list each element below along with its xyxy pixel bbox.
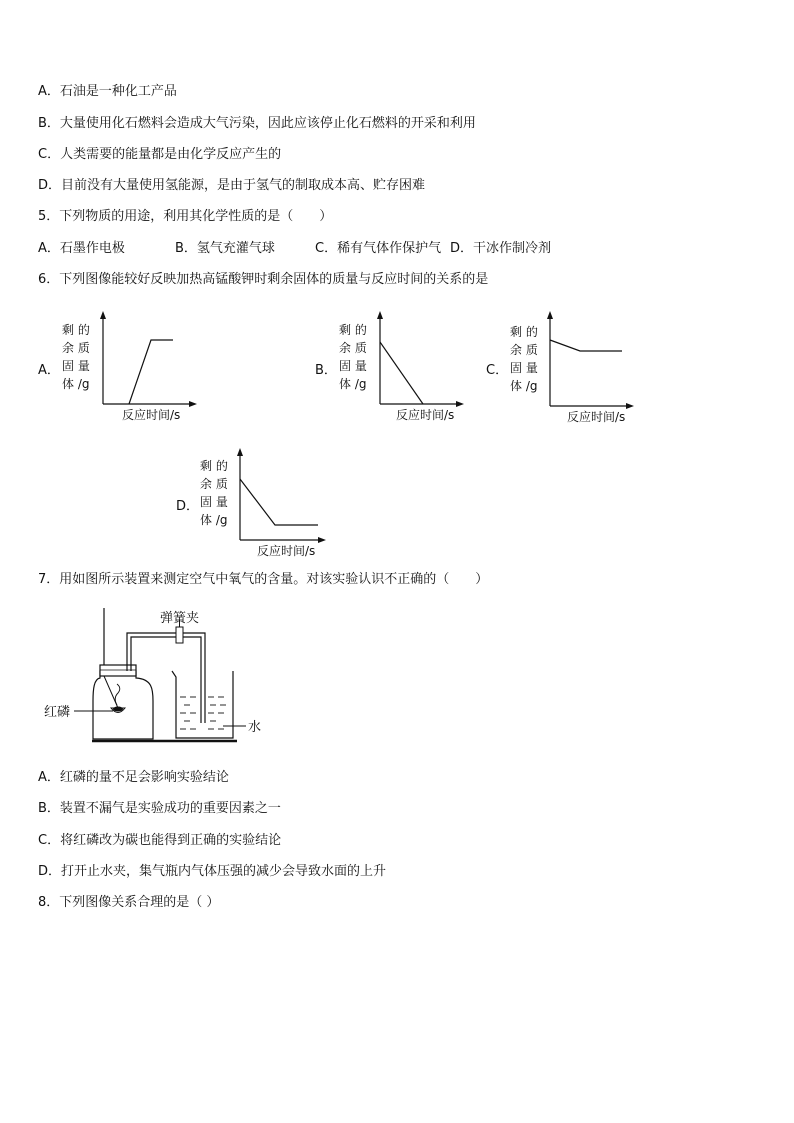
graph-a (62, 310, 202, 425)
y-label-line4: 体 /g (510, 379, 538, 393)
q5-option-c: C．稀有气体作保护气 (315, 241, 442, 256)
q5-option-d: D．干冰作制冷剂 (450, 241, 552, 256)
graph-c-curve (550, 340, 622, 351)
x-label: 反应时间/s (257, 544, 316, 558)
x-axis-arrow (456, 401, 464, 407)
y-label-line2: 余 质 (62, 341, 90, 355)
q4-option-a: A．石油是一种化工产品 (38, 84, 177, 99)
beaker (172, 671, 233, 738)
q8-stem: 8．下列图像关系合理的是（ ） (38, 895, 220, 910)
q7-option-a: A．红磷的量不足会影响实验结论 (38, 770, 229, 785)
q5-stem: 5．下列物质的用途，利用其化学性质的是（ ） (38, 209, 333, 224)
graph-d-label: D． (176, 499, 200, 514)
graph-c-label: C． (486, 363, 509, 378)
x-label: 反应时间/s (396, 408, 455, 422)
apparatus-diagram (40, 605, 280, 747)
y-axis-arrow (237, 448, 243, 456)
y-label-line2: 余 质 (510, 343, 538, 357)
spring-clip (176, 627, 183, 643)
y-label-line2: 余 质 (339, 341, 367, 355)
x-axis-arrow (318, 537, 326, 543)
red-phosphorus (113, 707, 123, 712)
y-label-line2: 余 质 (200, 477, 228, 491)
clip-label: 弹簧夹 (160, 611, 200, 626)
q7-stem: 7．用如图所示装置来测定空气中氧气的含量。对该实验认识不正确的（ ） (38, 572, 489, 587)
graph-a-curve (129, 340, 173, 404)
gas-collection-bottle (93, 671, 153, 739)
q7-option-b: B．装置不漏气是实验成功的重要因素之一 (38, 801, 281, 816)
y-label-line4: 体 /g (62, 377, 90, 391)
graph-c (510, 310, 650, 425)
graph-d (200, 447, 340, 562)
q7-option-d: D．打开止水夹，集气瓶内气体压强的减少会导致水面的上升 (38, 864, 387, 879)
q5-option-a: A．石墨作电极 (38, 241, 125, 256)
graph-d-curve (240, 479, 318, 525)
x-label: 反应时间/s (122, 408, 181, 422)
y-label-line3: 固 量 (62, 359, 90, 373)
graph-b (339, 310, 479, 425)
graph-b-label: B． (315, 363, 337, 378)
q4-option-c: C．人类需要的能量都是由化学反应产生的 (38, 147, 282, 162)
x-axis-arrow (626, 403, 634, 409)
q6-stem: 6．下列图像能较好反映加热高锰酸钾时剩余固体的质量与反应时间的关系的是 (38, 272, 489, 287)
x-label: 反应时间/s (567, 410, 626, 424)
graph-a-label: A． (38, 363, 60, 378)
y-label-line3: 固 量 (339, 359, 367, 373)
y-label-line4: 体 /g (200, 513, 228, 527)
y-label-line3: 固 量 (200, 495, 228, 509)
water-label: 水 (248, 720, 262, 735)
q5-option-b: B．氢气充灌气球 (175, 241, 275, 256)
q7-option-c: C．将红磷改为碳也能得到正确的实验结论 (38, 833, 282, 848)
q4-option-d: D．目前没有大量使用氢能源，是由于氢气的制取成本高、贮存困难 (38, 178, 426, 193)
y-label-line1: 剩 的 (200, 459, 228, 473)
water-dashes (180, 697, 226, 729)
q4-option-b: B．大量使用化石燃料会造成大气污染，因此应该停止化石燃料的开采和利用 (38, 116, 476, 131)
q5-options (38, 240, 758, 258)
y-label-line4: 体 /g (339, 377, 367, 391)
y-label-line1: 剩 的 (339, 323, 367, 337)
y-axis-arrow (547, 311, 553, 319)
y-axis-arrow (100, 311, 106, 319)
y-label-line3: 固 量 (510, 361, 538, 375)
graph-b-curve (380, 342, 423, 404)
y-axis-arrow (377, 311, 383, 319)
x-axis-arrow (189, 401, 197, 407)
y-label-line1: 剩 的 (62, 323, 90, 337)
phosphorus-label: 红磷 (44, 705, 71, 720)
y-label-line1: 剩 的 (510, 325, 538, 339)
